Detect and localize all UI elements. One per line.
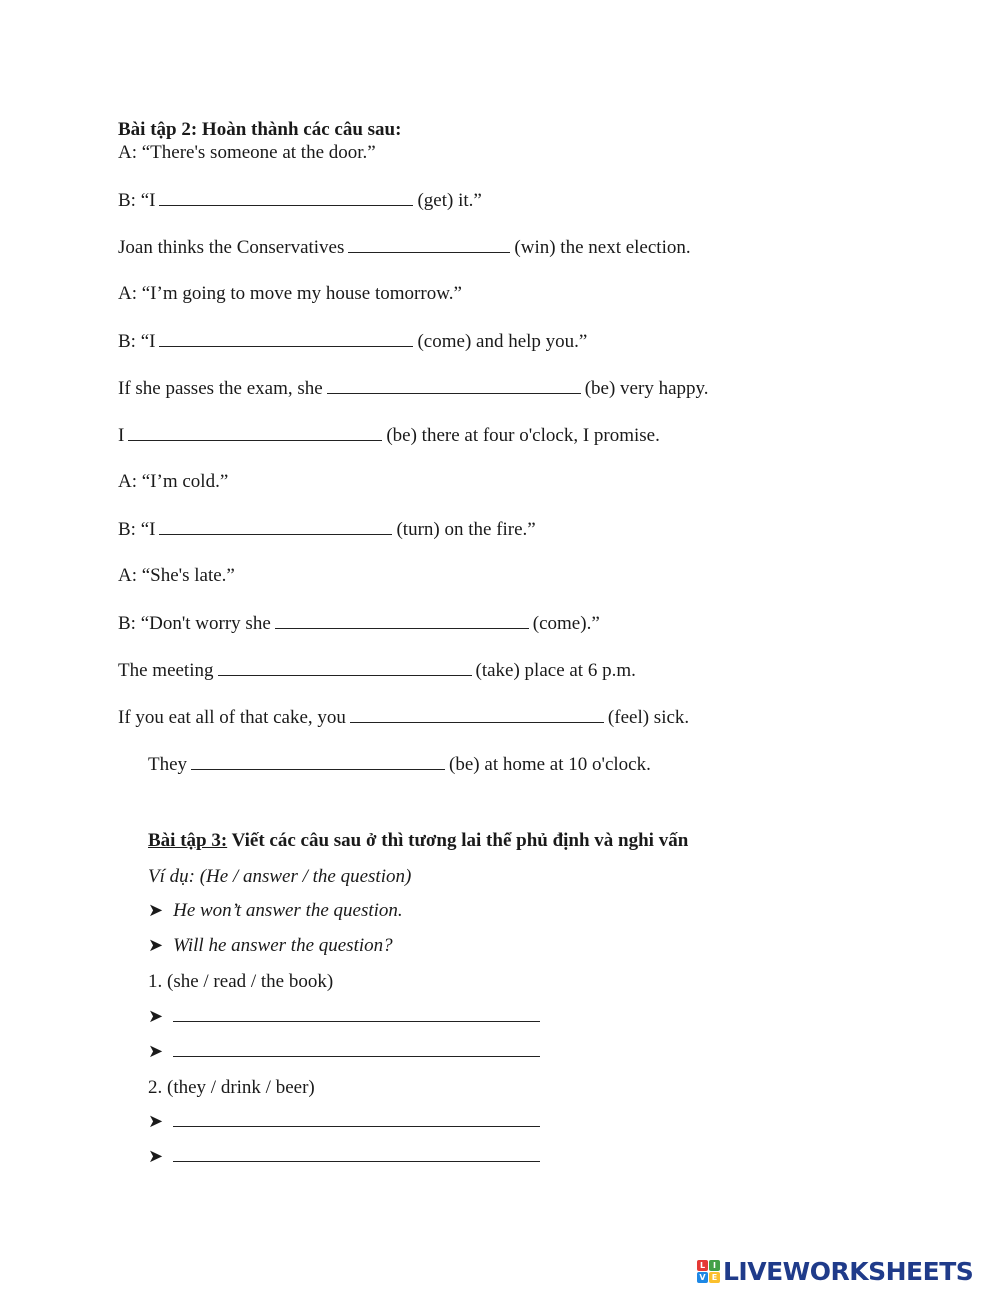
exercise-2-line-11: B: “Don't worry she (come).”: [118, 613, 600, 634]
liveworksheets-logo: [697, 1258, 973, 1284]
exercise-2-line-9: B: “I (turn) on the fire.”: [118, 519, 536, 540]
answer-blank[interactable]: [173, 1112, 540, 1127]
exercise-2-line-2: B: “I (get) it.”: [118, 190, 482, 211]
answer-blank[interactable]: [327, 376, 581, 394]
answer-blank[interactable]: [128, 423, 382, 441]
exercise-2-line-3: Joan thinks the Conservatives (win) the next election.: [118, 237, 691, 258]
exercise-2-line-1: A: “There's someone at the door.”: [118, 142, 376, 163]
exercise-2-line-7: I (be) there at four o'clock, I promise.: [118, 425, 660, 446]
arrow-icon: ➤: [148, 1111, 164, 1132]
exercise-2-line-4: A: “I’m going to move my house tomorrow.”: [118, 283, 462, 304]
answer-blank[interactable]: [191, 752, 445, 770]
exercise-2-line-5: B: “I (come) and help you.”: [118, 331, 588, 352]
answer-blank[interactable]: [348, 235, 510, 253]
answer-blank[interactable]: [173, 1007, 540, 1022]
answer-blank[interactable]: [159, 188, 413, 206]
exercise-2-line-12: The meeting (take) place at 6 p.m.: [118, 660, 636, 681]
arrow-icon: ➤: [148, 1146, 164, 1167]
exercise-2-title: Bài tập 2: Hoàn thành các câu sau:: [118, 119, 402, 140]
exercise-3-item-1: 1. (she / read / the book): [148, 971, 334, 992]
answer-blank[interactable]: [173, 1147, 540, 1162]
arrow-icon: ➤: [148, 1006, 164, 1027]
example-question: ➤ Will he answer the question?: [148, 935, 393, 956]
item-1-answer-question: [148, 1040, 540, 1064]
exercise-2-line-14: They (be) at home at 10 o'clock.: [148, 754, 651, 775]
exercise-2-line-13: If you eat all of that cake, you (feel) sick.: [118, 707, 690, 728]
arrow-icon: ➤: [148, 900, 164, 921]
answer-blank[interactable]: [159, 329, 413, 347]
item-1-answer-negative: [148, 1005, 540, 1029]
item-2-answer-negative: [148, 1110, 540, 1134]
arrow-icon: ➤: [148, 1041, 164, 1062]
answer-blank[interactable]: [350, 705, 604, 723]
exercise-3-label: Bài tập 3:: [148, 830, 228, 851]
logo-text: LIVEWORKSHEETS: [723, 1256, 974, 1286]
exercise-2-line-10: A: “She's late.”: [118, 565, 235, 586]
example-negative: ➤ He won’t answer the question.: [148, 900, 403, 921]
exercise-2-line-6: If she passes the exam, she (be) very happy.: [118, 378, 709, 399]
example-label: Ví dụ: (He / answer / the question): [148, 866, 412, 887]
answer-blank[interactable]: [275, 611, 529, 629]
liveworksheets-logo-icon: L I V E: [697, 1260, 720, 1283]
answer-blank[interactable]: [159, 517, 392, 535]
exercise-3-title: Bài tập 3: Viết các câu sau ở thì tương lai thể phủ định và nghi vấn: [148, 830, 689, 851]
arrow-icon: ➤: [148, 935, 164, 956]
exercise-3-item-2: 2. (they / drink / beer): [148, 1077, 315, 1098]
item-2-answer-question: [148, 1145, 540, 1169]
answer-blank[interactable]: [173, 1042, 540, 1057]
exercise-2-line-8: A: “I’m cold.”: [118, 471, 229, 492]
answer-blank[interactable]: [218, 658, 472, 676]
